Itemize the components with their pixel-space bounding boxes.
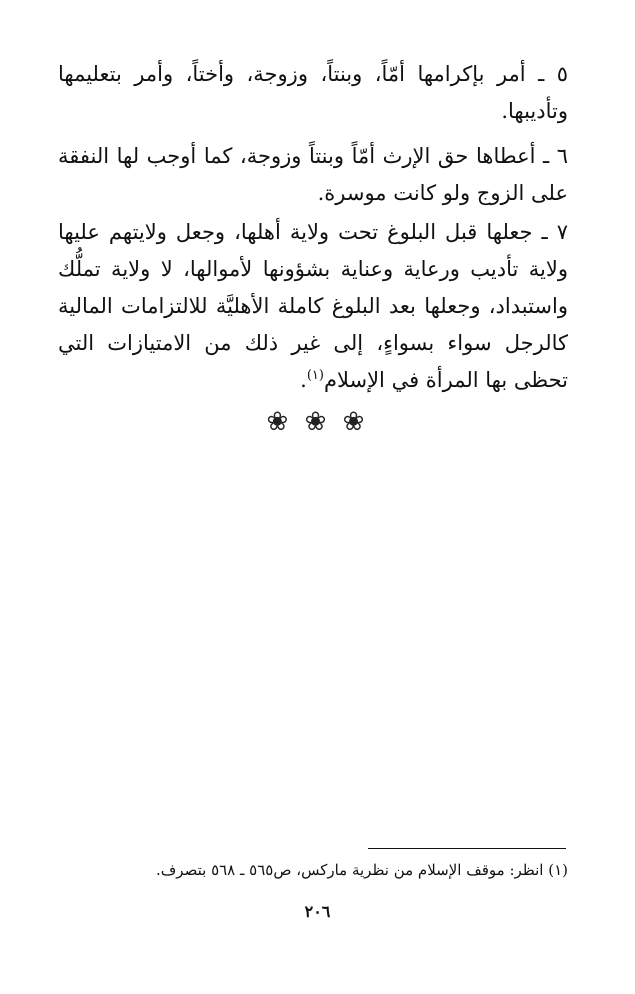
footnote-separator-rule [368,848,566,849]
paragraph-7-container [58,214,568,399]
paragraph-6-text: ٦ ـ أعطاها حق الإرث أمّاً وبنتاً وزوجة، كما أوجب لها النفقة على الزوج ولو كانت موسرة. [58,144,568,205]
section-divider-ornament-icon: ❀ ❀ ❀ [266,407,369,437]
footnote: (١) انظر: موقف الإسلام من نظرية ماركس، ص٥٦٥ ـ ٥٦٨ بتصرف. [155,861,568,879]
paragraph-6 [58,138,568,212]
paragraph-7 [58,214,568,399]
paragraph-5 [58,56,568,130]
paragraph-5-text: ٥ ـ أمر بإكرامها أمّاً، وبنتاً، وزوجة، وأختاً، وأمر بتعليمها وتأديبها. [58,62,568,123]
footnote-reference-marker: (١) [306,368,324,383]
paragraph-7-text: ٧ ـ جعلها قبل البلوغ تحت ولاية أهلها، وجعل ولايتهم عليها ولاية تأديب ورعاية وعناية بشؤونها لأموالها، لا ولاية تملُّك واستبداد، وجعلها بعد البلوغ كاملة الأهليَّة للالتزامات المالية كالرجل سواء بسواءٍ، إلى غير ذلك من الامتيازات التي تحظى بها المرأة في الإسلام [58,220,568,392]
page-number: ٢٠٦ [304,902,331,921]
paragraph-7-end: . [300,368,307,392]
